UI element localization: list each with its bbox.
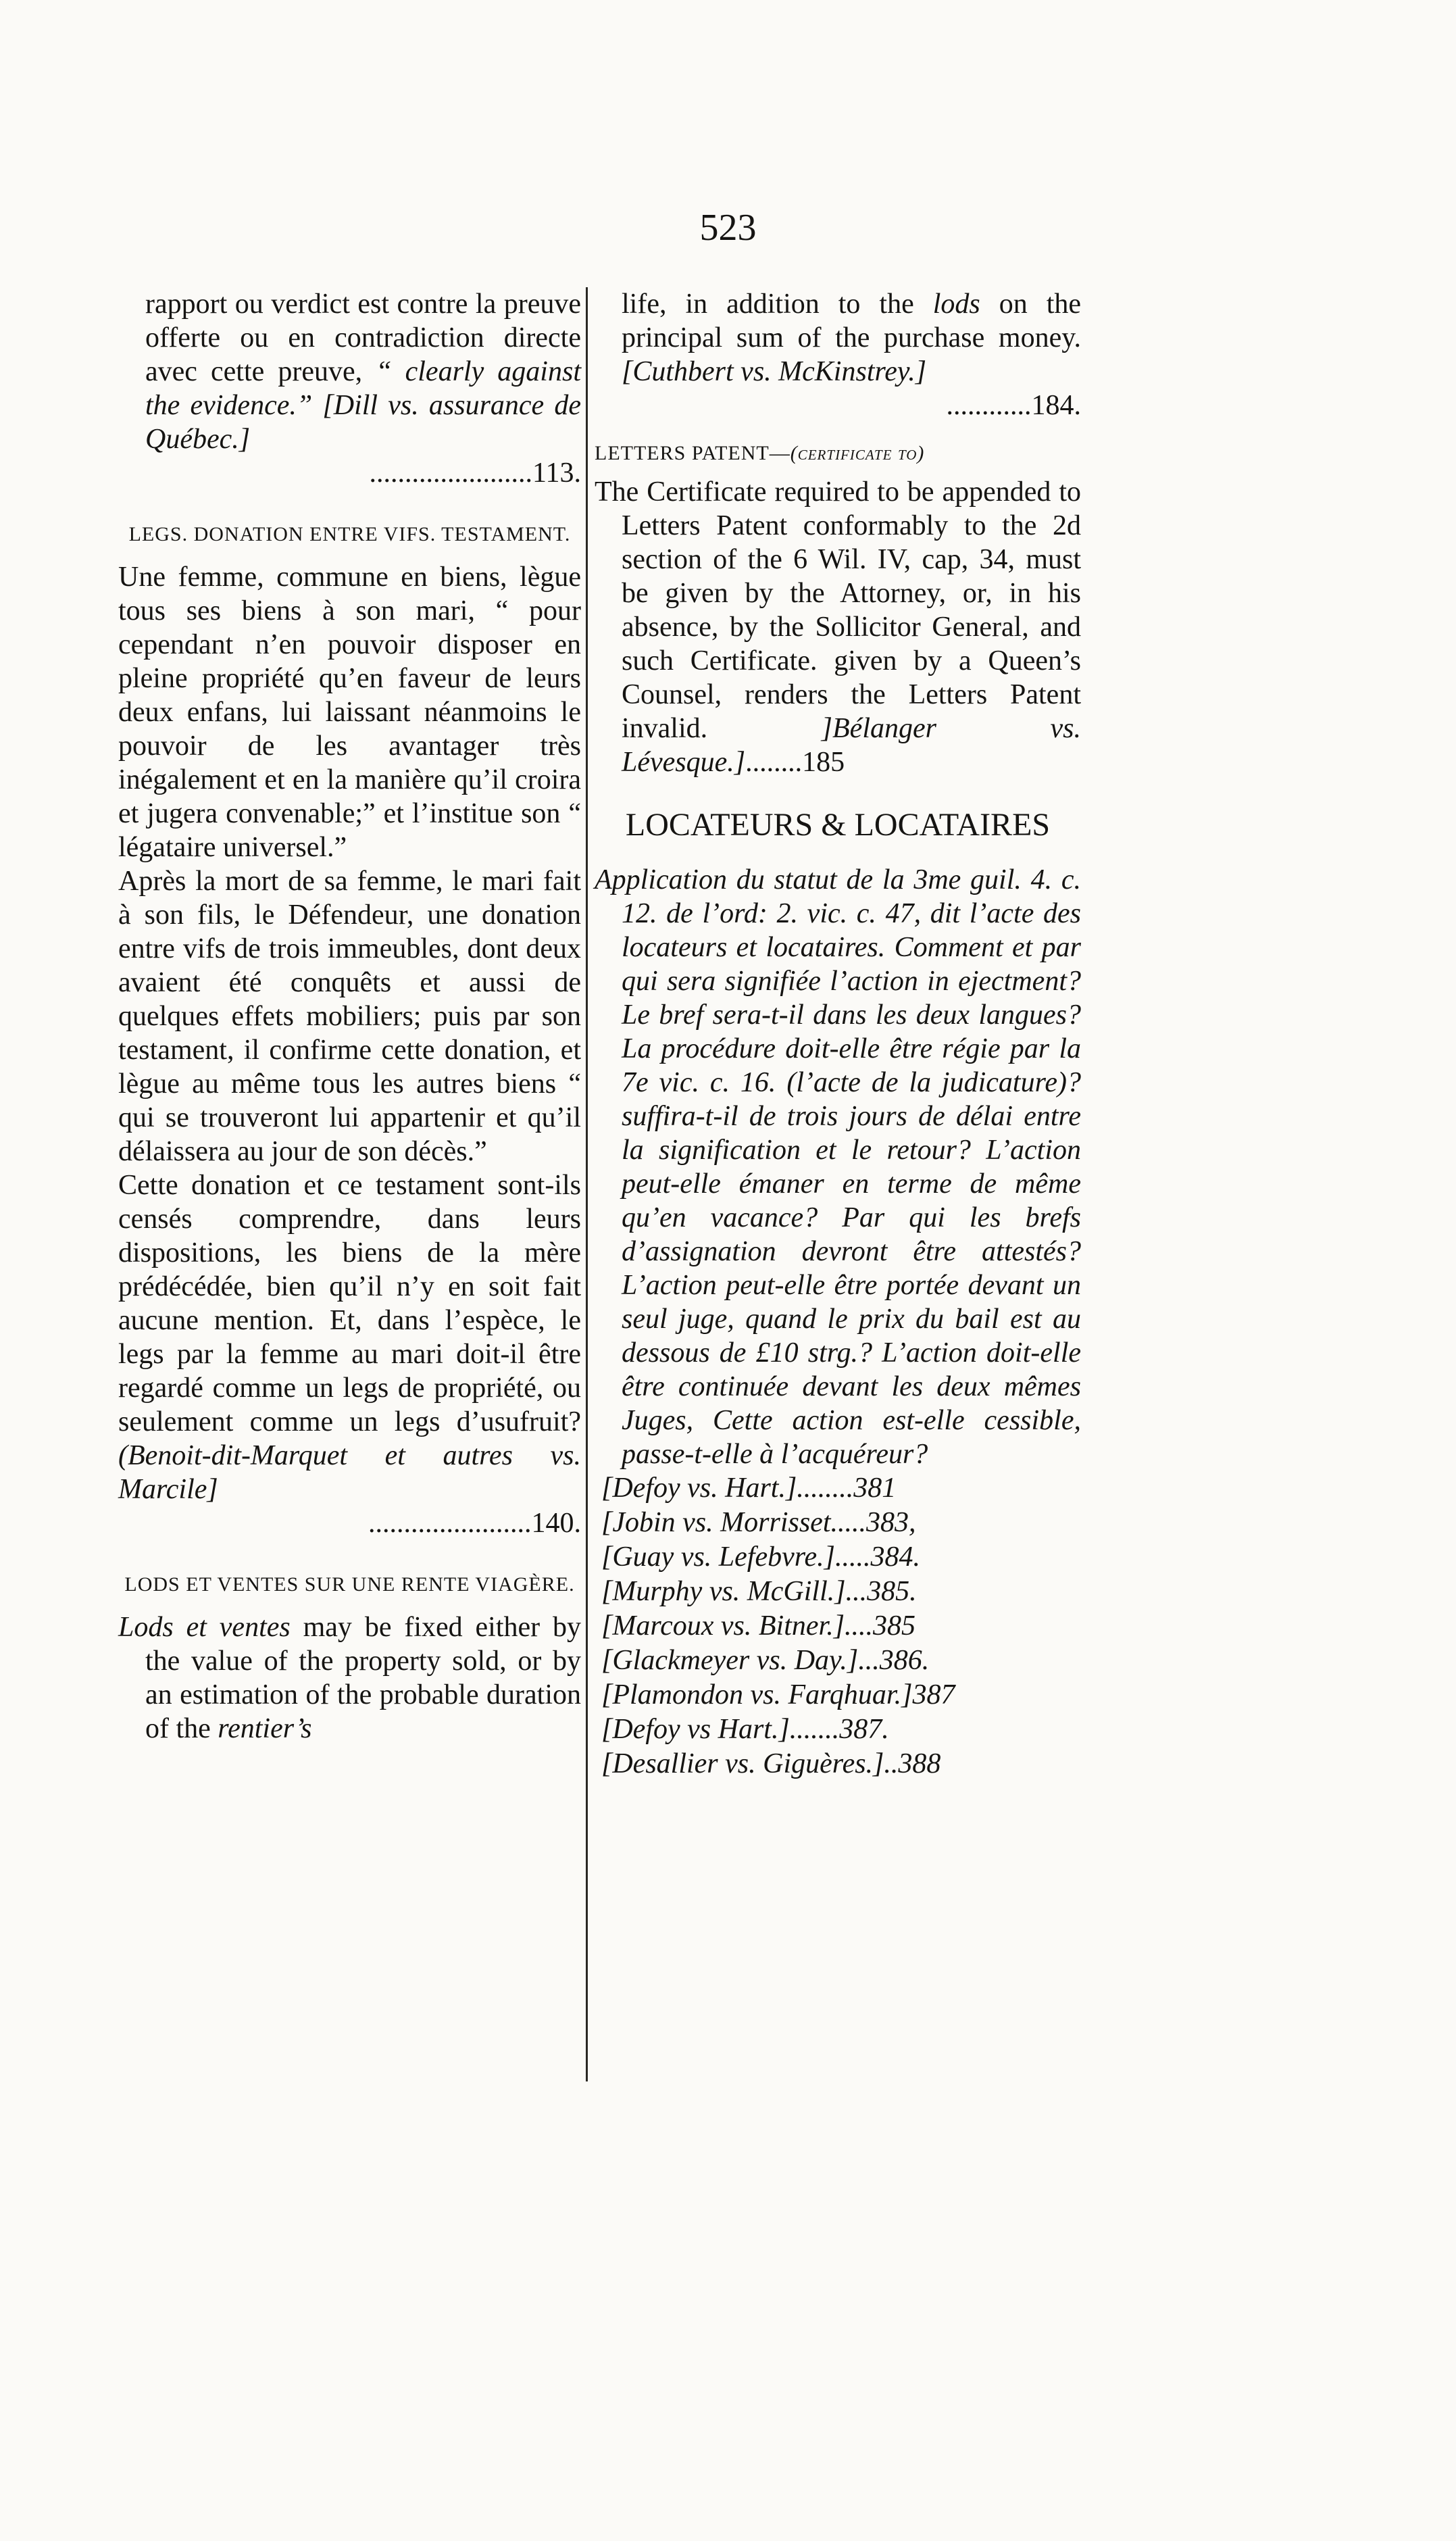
page-ref-dots: .......................140. [368, 1508, 581, 1539]
entry-verdict [118, 287, 581, 456]
heading-legs: LEGS. DONATION ENTRE VIFS. TESTAMENT. [128, 523, 571, 545]
page-ref-dots: ............184. [946, 390, 1081, 421]
entry-text: Application du statut de la 3me guil. 4. c. 12. de l’ord: 2. vic. c. 47, dit l’acte des locateurs et locataires. Comment et par qui sera signifiée l’action in ejectment? Le bref sera-t-il dans les deux langues? La procédure doit-elle être régie par la 7e vic. c. 16. (l’acte de la judicature)? suffira-t-il de trois jours de délai entre la signification et le retour? L’action peut-elle émaner en terme de même qu’en vacance? Par qui les brefs d’assignation devront être attestés? L’action peut-elle être portée devant un seul juge, quand le prix du bail est au dessous de £10 strg.? L’action doit-elle être continuée devant les deux mêmes Juges, Cette action est-elle cessible, passe-t-elle à l’acquéreur? [595, 864, 1081, 1470]
entry-text: life, in addition to the [622, 289, 933, 320]
heading-label: LETTERS PATENT— [595, 442, 790, 464]
entry-legs-2: Après la mort de sa femme, le mari fait à son fils, le Défendeur, une donation entre vifs de trois immeubles, dont deux avaient été conquêts et aussi de quelques effets mobiliers; puis par son testament, il confirme cette donation, et lègue au même tous les autres biens “ qui se trouveront lui appartenir et qu’il délaissera au jour de son décès.” [118, 866, 581, 1167]
case-item: [Jobin vs. Morrisset.....383, [601, 1507, 916, 1538]
entry-lods-cont [595, 287, 1081, 389]
case-item: [Glackmeyer vs. Day.]...386. [601, 1645, 930, 1676]
case-item: [Defoy vs. Hart.]........381 [601, 1473, 897, 1504]
case-item: [Murphy vs. McGill.]...385. [601, 1576, 917, 1607]
case-reference: [Cuthbert vs. McKinstrey.] [622, 356, 927, 387]
entry-text: Cette donation et ce testament sont-ils censés comprendre, dans leurs dispositions, les biens de la mère prédécédée, bien qu’il n’y en soit fait aucune mention. Et, dans l’espèce, le legs par la femme au mari doit-il être regardé comme un legs de propriété, ou seulement comme un legs d’usufruit? [118, 1170, 581, 1437]
right-column [595, 287, 1081, 1781]
entry-quote: “ clearly against the evidence.” [145, 356, 581, 421]
entry-lods [118, 1610, 581, 1746]
left-column [118, 287, 581, 1746]
entry-locateurs [595, 863, 1081, 1471]
case-list [595, 1471, 1081, 1781]
entry-lods-word: lods [932, 289, 980, 320]
entry-letters-patent [595, 475, 1081, 779]
entry-text: on the principal sum of the purchase money. [622, 289, 1082, 353]
entry-legs-3 [118, 1168, 581, 1506]
entry-text: The Certificate required to be appended to Letters Patent conformably to the 2d section of the 6 Wil. IV, cap, 34, must be given by the Attorney, or, in his absence, by the Sollicitor General, and such Certificate. given by a Queen’s Counsel, renders the Letters Patent invalid. [595, 476, 1081, 744]
page-ref-dots: .......................113. [369, 458, 581, 489]
heading-locateurs: LOCATEURS & LOCATAIRES [625, 807, 1051, 843]
case-item: [Guay vs. Lefebvre.].....384. [601, 1541, 921, 1573]
heading-italic: (certificate to) [790, 442, 925, 464]
column-divider [586, 287, 588, 2081]
entry-legs-1: Une femme, commune en biens, lègue tous ses biens à son mari, “ pour cependant n’en pouvoir disposer en pleine propriété qu’en faveur de leurs deux enfans, lui laissant néanmoins le pouvoir de les avantager très inégalement et en la manière qu’il croira et jugera convenable;” et l’institue son “ légataire universel.” [118, 562, 581, 863]
case-item: [Desallier vs. Giguères.]..388 [601, 1748, 941, 1779]
heading-lods: LODS ET VENTES SUR UNE RENTE VIAGÈRE. [124, 1573, 575, 1596]
case-reference: (Benoit-dit-Marquet et autres vs. Marcile] [118, 1440, 581, 1505]
page-number: 523 [699, 207, 757, 249]
entry-text: may be fixed either by the value of the property sold, or by an estimation of the probable duration of the [145, 1612, 582, 1744]
entry-tail: rentier’s [218, 1713, 312, 1744]
case-item: [Defoy vs Hart.].......387. [601, 1714, 889, 1745]
case-reference: [Dill vs. assurance de Québec.] [145, 390, 582, 455]
case-item: [Marcoux vs. Bitner.]....385 [601, 1610, 916, 1642]
entry-text: rapport ou verdict est contre la preuve offerte ou en contradiction directe avec cette preuve, [145, 289, 581, 387]
case-item: [Plamondon vs. Farqhuar.]387 [601, 1679, 955, 1710]
entry-lead: Lods et ventes [118, 1612, 291, 1643]
page-ref-dots: ........185 [745, 747, 845, 778]
case-reference: ]Bélanger vs. Lévesque.] [622, 713, 1081, 778]
heading-letters-patent [595, 440, 1081, 467]
